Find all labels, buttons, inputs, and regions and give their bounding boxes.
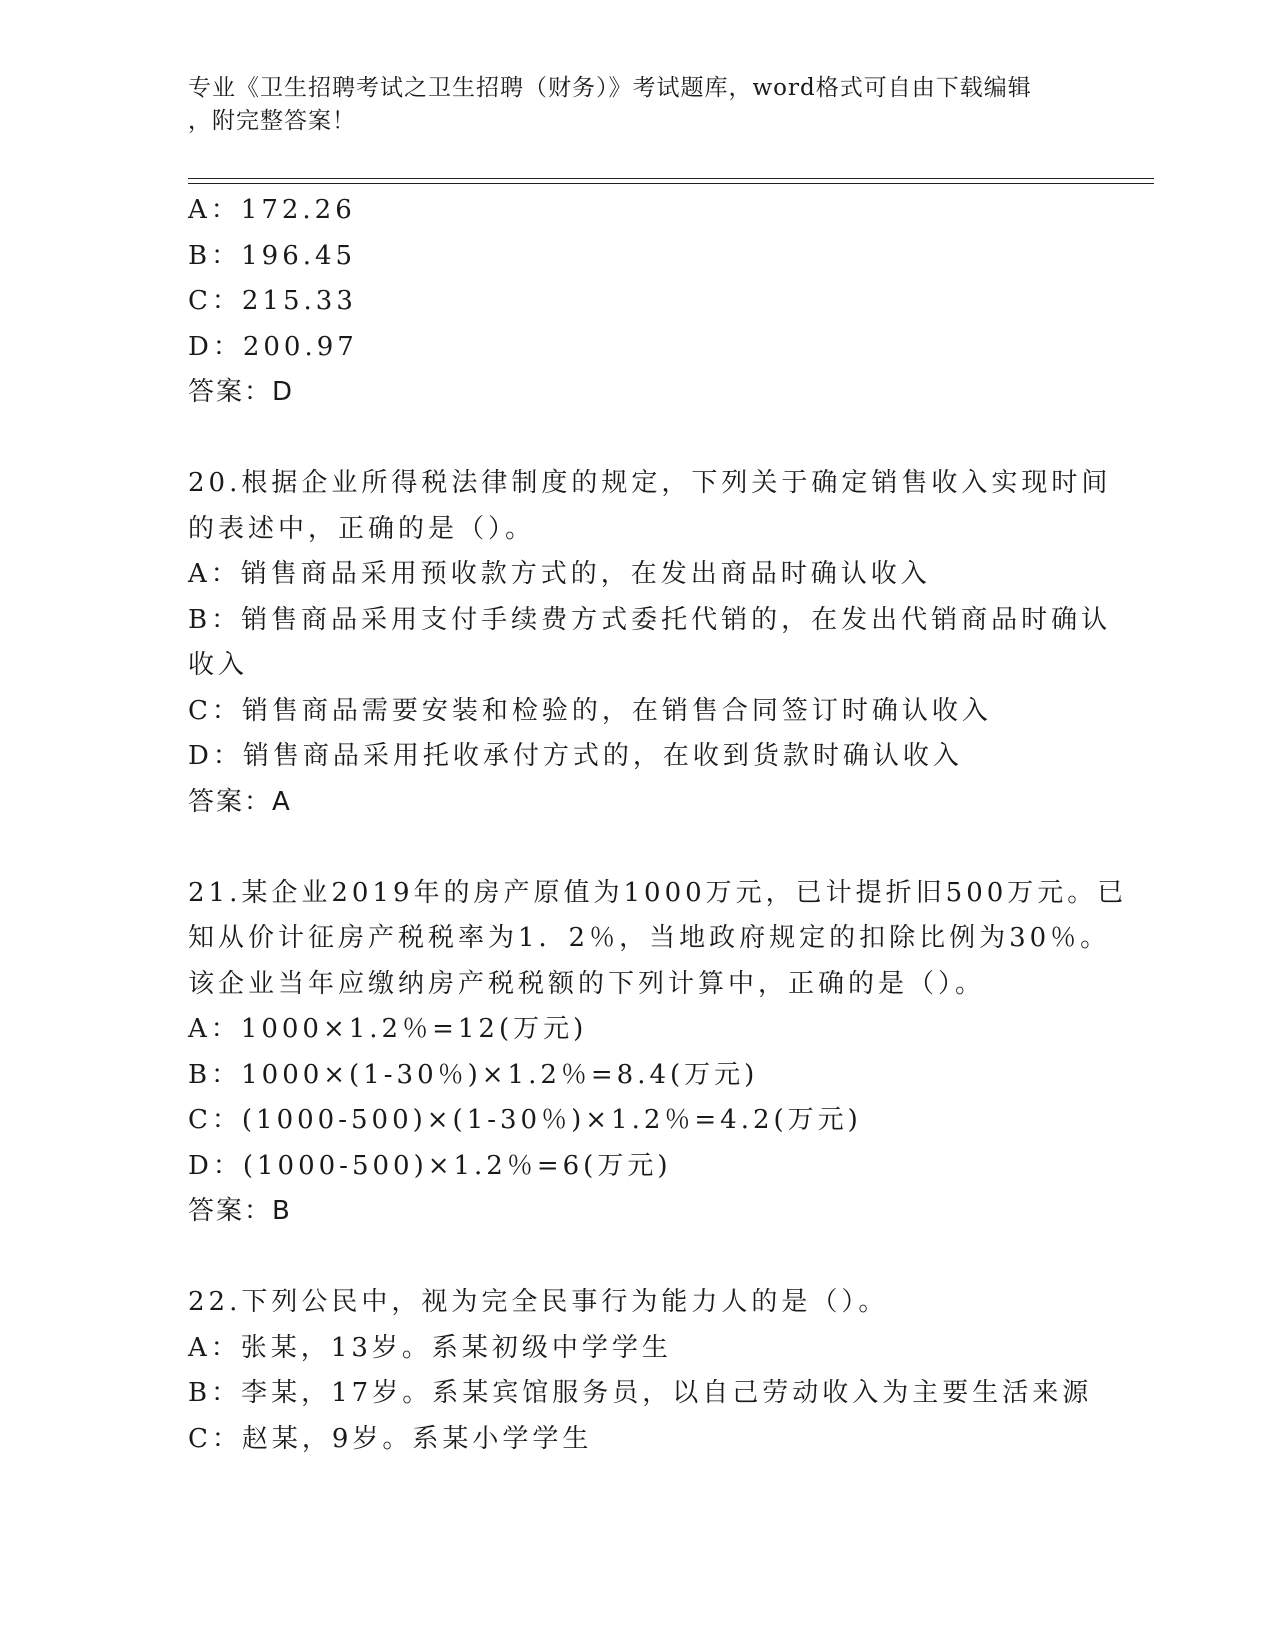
question-22 (188, 1280, 1093, 1462)
option-b: B：1000×(1-30％)×1.2％=8.4(万元) (188, 1059, 759, 1090)
question-stem-line: 21.某企业2019年的房产原值为1000万元，已计提折旧500万元。已 (188, 877, 1128, 908)
answer-line: 答案：A (188, 786, 292, 817)
option-d: D：(1000-500)×1.2％=6(万元) (188, 1150, 672, 1181)
option-c: C：销售商品需要安装和检验的，在销售合同签订时确认收入 (188, 695, 992, 726)
question-stem-line: 22.下列公民中，视为完全民事行为能力人的是（）。 (188, 1287, 889, 1317)
spacer (188, 825, 1088, 871)
header-line-2: ，附完整答案！ (188, 108, 356, 134)
question-21 (188, 871, 1128, 1235)
spacer (188, 1235, 1088, 1281)
question-stem-line: 的表述中，正确的是（）。 (188, 513, 536, 544)
question-stem-line: 知从价计征房产税税率为1．2％，当地政府规定的扣除比例为30％。 (188, 923, 1111, 953)
header-divider-bottom (188, 183, 1154, 184)
question-20 (188, 461, 1112, 825)
question-19-continued (188, 188, 1088, 416)
option-d: D：200.97 (188, 331, 358, 362)
header-line-1: 专业《卫生招聘考试之卫生招聘（财务）》考试题库，word格式可自由下载编辑 (188, 75, 1032, 101)
option-b-continued: 收入 (188, 650, 249, 680)
question-stem-line: 20.根据企业所得税法律制度的规定，下列关于确定销售收入实现时间 (188, 468, 1112, 498)
spacer (188, 416, 1088, 462)
document-header (188, 72, 1068, 138)
option-a: A：1000×1.2％=12(万元) (188, 1014, 588, 1044)
answer-line: 答案：B (188, 1196, 292, 1226)
option-a: A：销售商品采用预收款方式的，在发出商品时确认收入 (188, 559, 931, 589)
option-d: D：销售商品采用托收承付方式的，在收到货款时确认收入 (188, 741, 963, 771)
option-c: C：215.33 (188, 286, 357, 316)
option-a: A：172.26 (188, 195, 356, 225)
header-divider-top (188, 178, 1154, 179)
option-c: C：(1000-500)×(1-30％)×1.2％=4.2(万元) (188, 1105, 862, 1135)
option-b: B：196.45 (188, 240, 357, 271)
option-b: B：李某，17岁。系某宾馆服务员，以自己劳动收入为主要生活来源 (188, 1378, 1093, 1408)
option-a: A：张某，13岁。系某初级中学学生 (188, 1332, 672, 1363)
question-stem-line: 该企业当年应缴纳房产税税额的下列计算中，正确的是（）。 (188, 968, 986, 999)
question-content (188, 188, 1128, 1462)
option-c: C：赵某，9岁。系某小学学生 (188, 1423, 593, 1454)
answer-line: 答案：D (188, 377, 295, 407)
option-b: B：销售商品采用支付手续费方式委托代销的，在发出代销商品时确认 (188, 604, 1112, 635)
